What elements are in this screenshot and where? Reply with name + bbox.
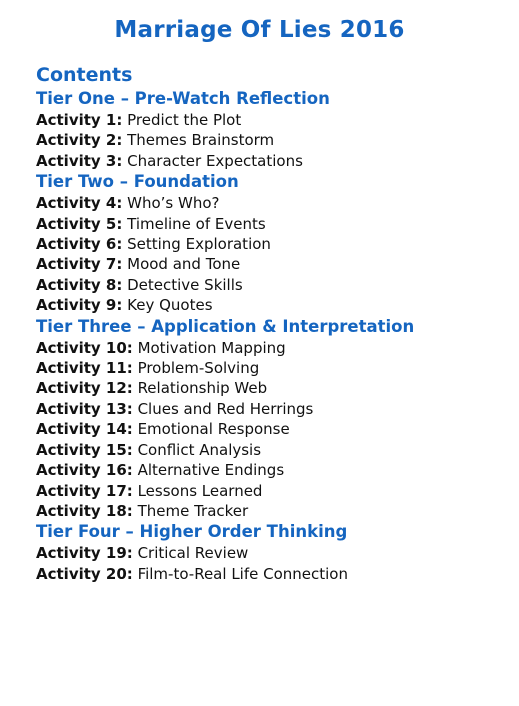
tier-heading: Tier Three – Application & Interpretation <box>36 316 415 336</box>
activity-title: Critical Review <box>137 544 249 563</box>
activity-number: Activity 9: <box>36 296 123 315</box>
activity-item <box>36 110 506 130</box>
activity-title: Key Quotes <box>127 296 213 315</box>
activity-title: Alternative Endings <box>137 461 285 480</box>
activity-title: Timeline of Events <box>127 214 266 233</box>
activity-number: Activity 8: <box>36 275 123 294</box>
document-title: Marriage Of Lies 2016 <box>114 17 405 43</box>
activity-item <box>36 275 506 295</box>
activity-item <box>36 419 506 439</box>
activity-item <box>36 214 506 234</box>
activity-number: Activity 11: <box>36 359 133 378</box>
activity-item <box>36 254 506 274</box>
activity-title: Mood and Tone <box>127 255 241 274</box>
activity-number: Activity 19: <box>36 544 133 563</box>
activity-number: Activity 7: <box>36 255 123 274</box>
activity-title: Clues and Red Herrings <box>137 399 314 418</box>
activity-number: Activity 12: <box>36 379 133 398</box>
tier-heading: Tier Two – Foundation <box>36 172 239 192</box>
activity-number: Activity 10: <box>36 338 133 357</box>
activity-number: Activity 6: <box>36 235 123 254</box>
tier-heading: Tier Four – Higher Order Thinking <box>36 522 348 542</box>
activity-item <box>36 460 506 480</box>
activity-title: Character Expectations <box>127 151 303 170</box>
activity-number: Activity 2: <box>36 131 123 150</box>
activity-item <box>36 130 506 150</box>
activity-number: Activity 3: <box>36 151 123 170</box>
activity-number: Activity 16: <box>36 461 133 480</box>
activity-item <box>36 151 506 171</box>
activity-title: Lessons Learned <box>137 481 263 500</box>
activity-number: Activity 18: <box>36 501 133 520</box>
activity-number: Activity 5: <box>36 214 123 233</box>
activity-title: Relationship Web <box>137 379 268 398</box>
activity-title: Who’s Who? <box>127 194 220 213</box>
activity-number: Activity 20: <box>36 564 133 583</box>
activity-number: Activity 4: <box>36 194 123 213</box>
activity-number: Activity 1: <box>36 111 123 129</box>
activity-number: Activity 14: <box>36 420 133 439</box>
activity-item <box>36 564 506 584</box>
activity-title: Film-to-Real Life Connection <box>137 564 348 583</box>
contents-heading: Contents <box>36 64 133 86</box>
tier-heading: Tier One – Pre-Watch Reflection <box>36 89 330 108</box>
activity-title: Problem-Solving <box>137 359 260 378</box>
activity-number: Activity 13: <box>36 399 133 418</box>
activity-item <box>36 399 506 419</box>
activity-item <box>36 338 506 358</box>
activity-item <box>36 358 506 378</box>
activity-item <box>36 193 506 213</box>
activity-item <box>36 543 506 563</box>
activity-number: Activity 15: <box>36 440 133 459</box>
activity-item <box>36 501 506 521</box>
activity-item <box>36 440 506 460</box>
activity-item <box>36 295 506 315</box>
activity-title: Predict the Plot <box>127 111 242 129</box>
activity-number: Activity 17: <box>36 481 133 500</box>
activity-title: Setting Exploration <box>127 235 271 254</box>
activity-title: Themes Brainstorm <box>127 131 275 150</box>
activity-item <box>36 378 506 398</box>
activity-title: Emotional Response <box>137 420 290 439</box>
activity-title: Conflict Analysis <box>137 440 262 459</box>
activity-title: Detective Skills <box>127 275 243 294</box>
table-of-contents <box>36 62 506 584</box>
activity-item <box>36 234 506 254</box>
activity-title: Motivation Mapping <box>137 338 286 357</box>
activity-item <box>36 481 506 501</box>
activity-title: Theme Tracker <box>137 501 249 520</box>
